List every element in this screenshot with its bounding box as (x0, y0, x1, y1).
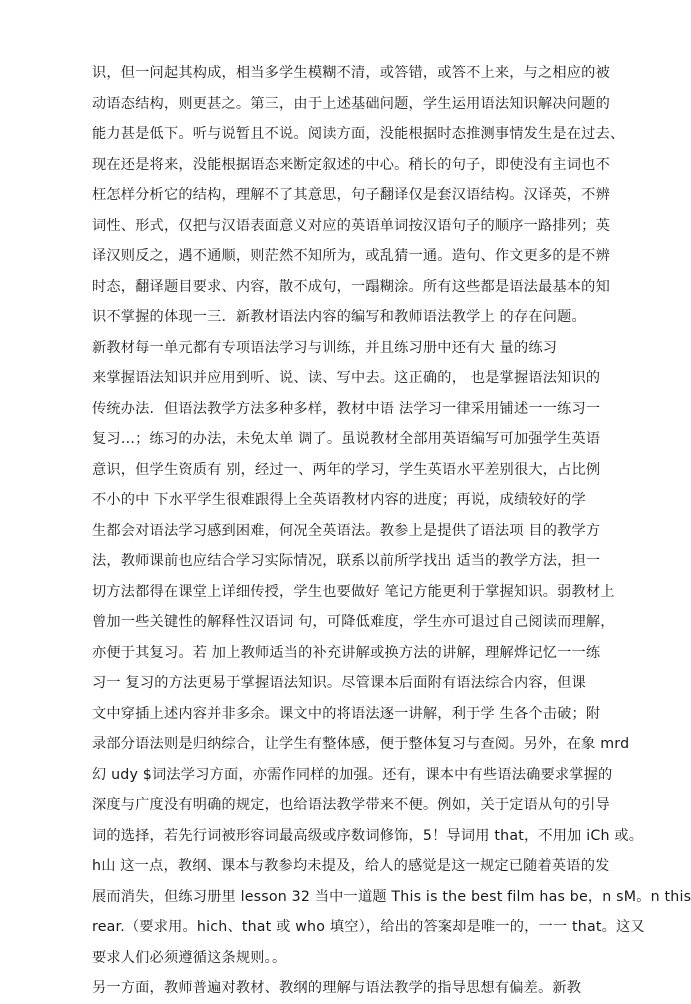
text-line: 词的选择，若先行词被形容词最高级或序数词修饰，5！导词用 that，不用加 iCh 或。 (92, 827, 644, 844)
text-line: 新教材每一单元都有专项语法学习与训练，并且练习册中还有大 量的练习 (92, 339, 558, 356)
text-line: h山 这一点，教纲、课本与教参均未提及，给人的感觉是这一规定已随着英语的发 (92, 858, 610, 874)
text-line: 另一方面，教师普遍对教材、教纲的理解与语法教学的指导思想有偏差。新教 (92, 980, 582, 996)
text-line: 录部分语法则是归纳综合，让学生有整体感，便于整体复习与查阅。另外，在象 mrd (92, 736, 630, 752)
text-line: 复习…；练习的办法，未免太单 调了。虽说教材全部用英语编写可加强学生英语 (92, 431, 601, 447)
text-line: 枉怎样分析它的结构，理解不了其意思，句子翻译仅是套汉语结构。汉译英，不辨 (92, 187, 610, 203)
text-line: 切方法都得在课堂上详细传授，学生也要做好 笔记方能更利于掌握知识。弱教材上 (92, 583, 615, 600)
text-line: 传统办法．但语法教学方法多种多样，教材中语 法学习一律采用铺述一一练习一 (92, 400, 601, 417)
text-line: 时态，翻译题目要求、内容，散不成句，一蹋糊涂。所有这些都是语法最基本的知 (92, 278, 610, 295)
text-line: 不小的中 下水平学生很难跟得上全英语教材内容的进度；再说，成绩较好的学 (92, 492, 586, 508)
text-line: 生都会对语法学习感到困难，何况全英语法。教参上是提供了语法项 目的教学方 (92, 522, 601, 539)
text-line: 识不掌握的体现一三．新教材语法内容的编写和教师语法教学上 的存在问题。 (92, 309, 586, 325)
text-line: 识，但一问起其构成，相当多学生模糊不清，或答错，或答不上来，与之相应的被 (92, 65, 610, 81)
text-line: 文中穿插上述内容并非多余。课文中的将语法逐一讲解，利于学 生各个击破；附 (92, 705, 601, 722)
text-line: 习一 复习的方法更易于掌握语法知识。尽管课本后面附有语法综合内容，但课 (92, 675, 586, 691)
text-line: 来掌握语法知识并应用到听、说、读、写中去。这正确的， 也是掌握语法知识的 (92, 370, 601, 386)
text-line: 能力甚是低下。听与说暂且不说。阅读方面，没能根据时态推测事情发生是在过去、 (92, 126, 625, 142)
document-body (92, 58, 691, 1004)
text-line: 意识，但学生资质有 别，经过一、两年的学习，学生英语水平差别很大，占比例 (92, 461, 601, 478)
text-line: 展而消失，但练习册里 lesson 32 当中一道题 This is the best film has be，n sM。n this (92, 888, 691, 905)
text-line: 动语态结构，则更甚之。第三，由于上述基础问题，学生运用语法知识解决问题的 (92, 95, 610, 112)
text-line: 幻 udy $词法学习方面，亦需作同样的加强。还有，课本中有些语法确要求掌握的 (92, 766, 613, 783)
text-line: 法，教师课前也应结合学习实际情况，联系以前所学找出 适当的教学方法，担一 (92, 553, 601, 569)
text-line: 现在还是将来，没能根据语态来断定叙述的中心。稍长的句子，即使没有主词也不 (92, 156, 610, 173)
text-line: 要求人们必须遵循这条规则。。 (92, 949, 287, 966)
text-line: 亦便于其复习。若 加上教师适当的补充讲解或换方法的讲解，理解烨记忆一一练 (92, 644, 601, 661)
text-line: 曾加一些关键性的解释性汉语词 句，可降低难度，学生亦可退过自己阅读而理解， (92, 614, 615, 630)
text-line: 深度与广度没有明确的规定，也给语法教学带来不便。例如，关于定语从句的引导 (92, 797, 610, 813)
text-line: 译汉则反之，遇不通顺，则茫然不知所为，或乱猜一通。造句、作文更多的是不辨 (92, 248, 610, 264)
text-line: 词性、形式，仅把与汉语表面意义对应的英语单词按汉语句子的顺序一路排列；英 (92, 217, 610, 234)
text-line: rear.（要求用。hich、that 或 who 填空），给出的答案却是唯一的，一一 that。这又 (92, 919, 645, 935)
